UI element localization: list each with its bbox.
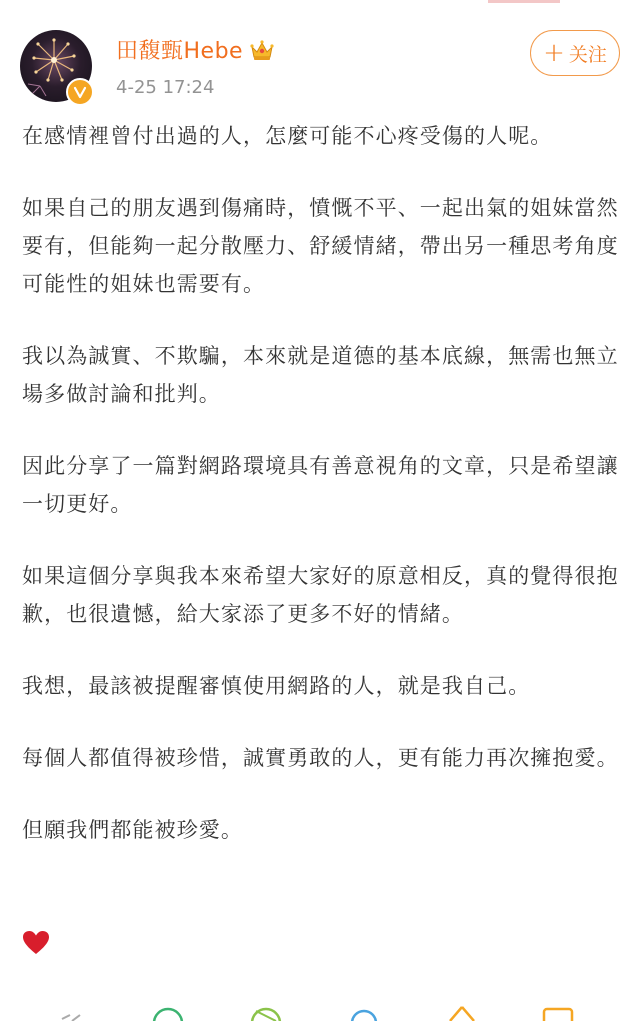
search-icon[interactable] (346, 1005, 382, 1021)
paragraph: 在感情裡曾付出過的人，怎麼可能不心疼受傷的人呢。 (22, 124, 553, 148)
plus-icon: + (543, 38, 565, 68)
warning-icon[interactable] (444, 1005, 480, 1021)
post-body (22, 117, 622, 883)
name-row (116, 34, 275, 65)
paragraph: 每個人都值得被珍惜，誠實勇敢的人，更有能力再次擁抱愛。 (22, 746, 619, 770)
paragraph: 因此分享了一篇對網路環境具有善意視角的文章，只是希望讓一切更好。 (22, 454, 619, 516)
red-heart-icon (22, 930, 50, 956)
post-header (20, 30, 620, 110)
post-time: 4-25 17:24 (116, 77, 215, 98)
comment-icon[interactable] (540, 1005, 576, 1021)
verified-v-icon (66, 78, 94, 106)
paragraph: 但願我們都能被珍愛。 (22, 818, 243, 842)
avatar[interactable] (20, 30, 92, 102)
paragraph: 如果這個分享與我本來希望大家好的原意相反，真的覺得很抱歉，也很遺憾，給大家添了更多不好的情緒。 (22, 564, 619, 626)
user-name[interactable]: 田馥甄Hebe (116, 39, 244, 64)
basketball-icon[interactable] (248, 1005, 284, 1021)
action-bar (0, 1005, 640, 1021)
top-decoration (488, 0, 560, 3)
paragraph: 我以為誠實、不欺騙，本來就是道德的基本底線，無需也無立場多做討論和批判。 (22, 344, 619, 406)
follow-button[interactable] (530, 30, 620, 76)
paragraph: 我想，最該被提醒審慎使用網路的人，就是我自己。 (22, 674, 531, 698)
crown-icon[interactable] (249, 39, 275, 61)
follow-label: 关注 (568, 43, 607, 66)
share-icon[interactable] (60, 1005, 100, 1021)
smile-icon[interactable] (150, 1005, 186, 1021)
paragraph: 如果自己的朋友遇到傷痛時，憤慨不平、一起出氣的姐妹當然要有，但能夠一起分散壓力、舒緩情緒，帶出另一種思考角度可能性的姐妹也需要有。 (22, 196, 619, 296)
